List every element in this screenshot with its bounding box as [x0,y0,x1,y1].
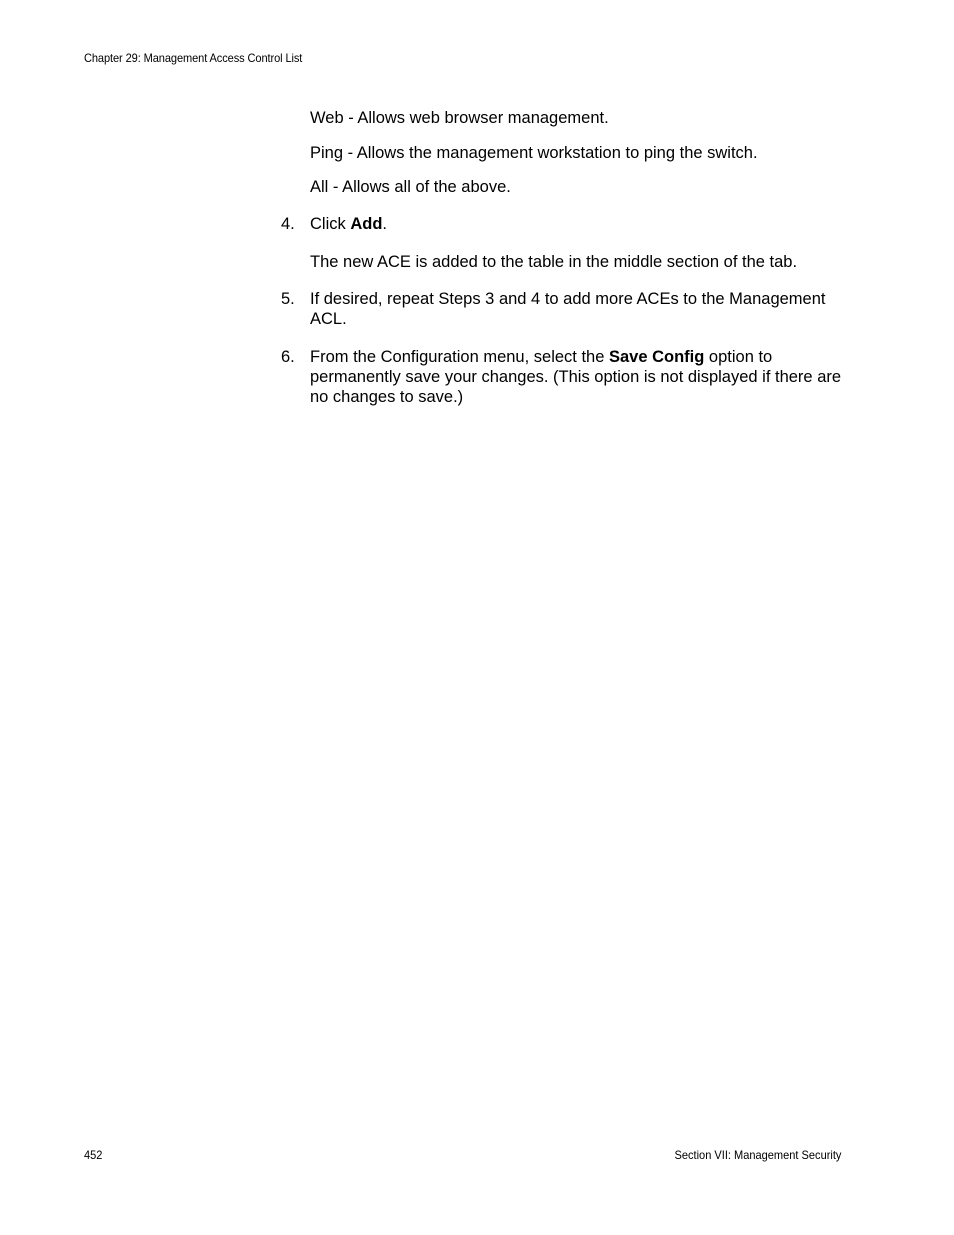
step-4-suffix: . [382,215,388,233]
step-6-prefix: From the Configuration menu, select the [310,348,609,366]
option-ping: Ping - Allows the management workstation to ping the switch. [310,144,758,162]
step-4-note: The new ACE is added to the table in the middle section of the tab. [310,253,798,271]
step-6-suffix: option to permanently save your changes. (This option is not displayed if there are no changes to save.) [310,348,842,406]
option-web: Web - Allows web browser management. [310,109,609,127]
step-4-number: 4. [281,215,295,233]
step-5-number: 5. [281,290,295,308]
step-6-text [310,347,845,407]
footer-section: Section VII: Management Security [674,1148,841,1162]
step-4-bold: Add [350,215,383,233]
page-number: 452 [84,1148,103,1162]
step-4-text [310,214,845,234]
step-5-text: If desired, repeat Steps 3 and 4 to add more ACEs to the Management ACL. [310,290,826,328]
step-6-bold: Save Config [608,348,705,366]
running-header: Chapter 29: Management Access Control List [84,51,303,65]
step-4-prefix: Click [310,215,351,233]
option-all: All - Allows all of the above. [310,178,511,196]
step-6-number: 6. [281,348,295,366]
